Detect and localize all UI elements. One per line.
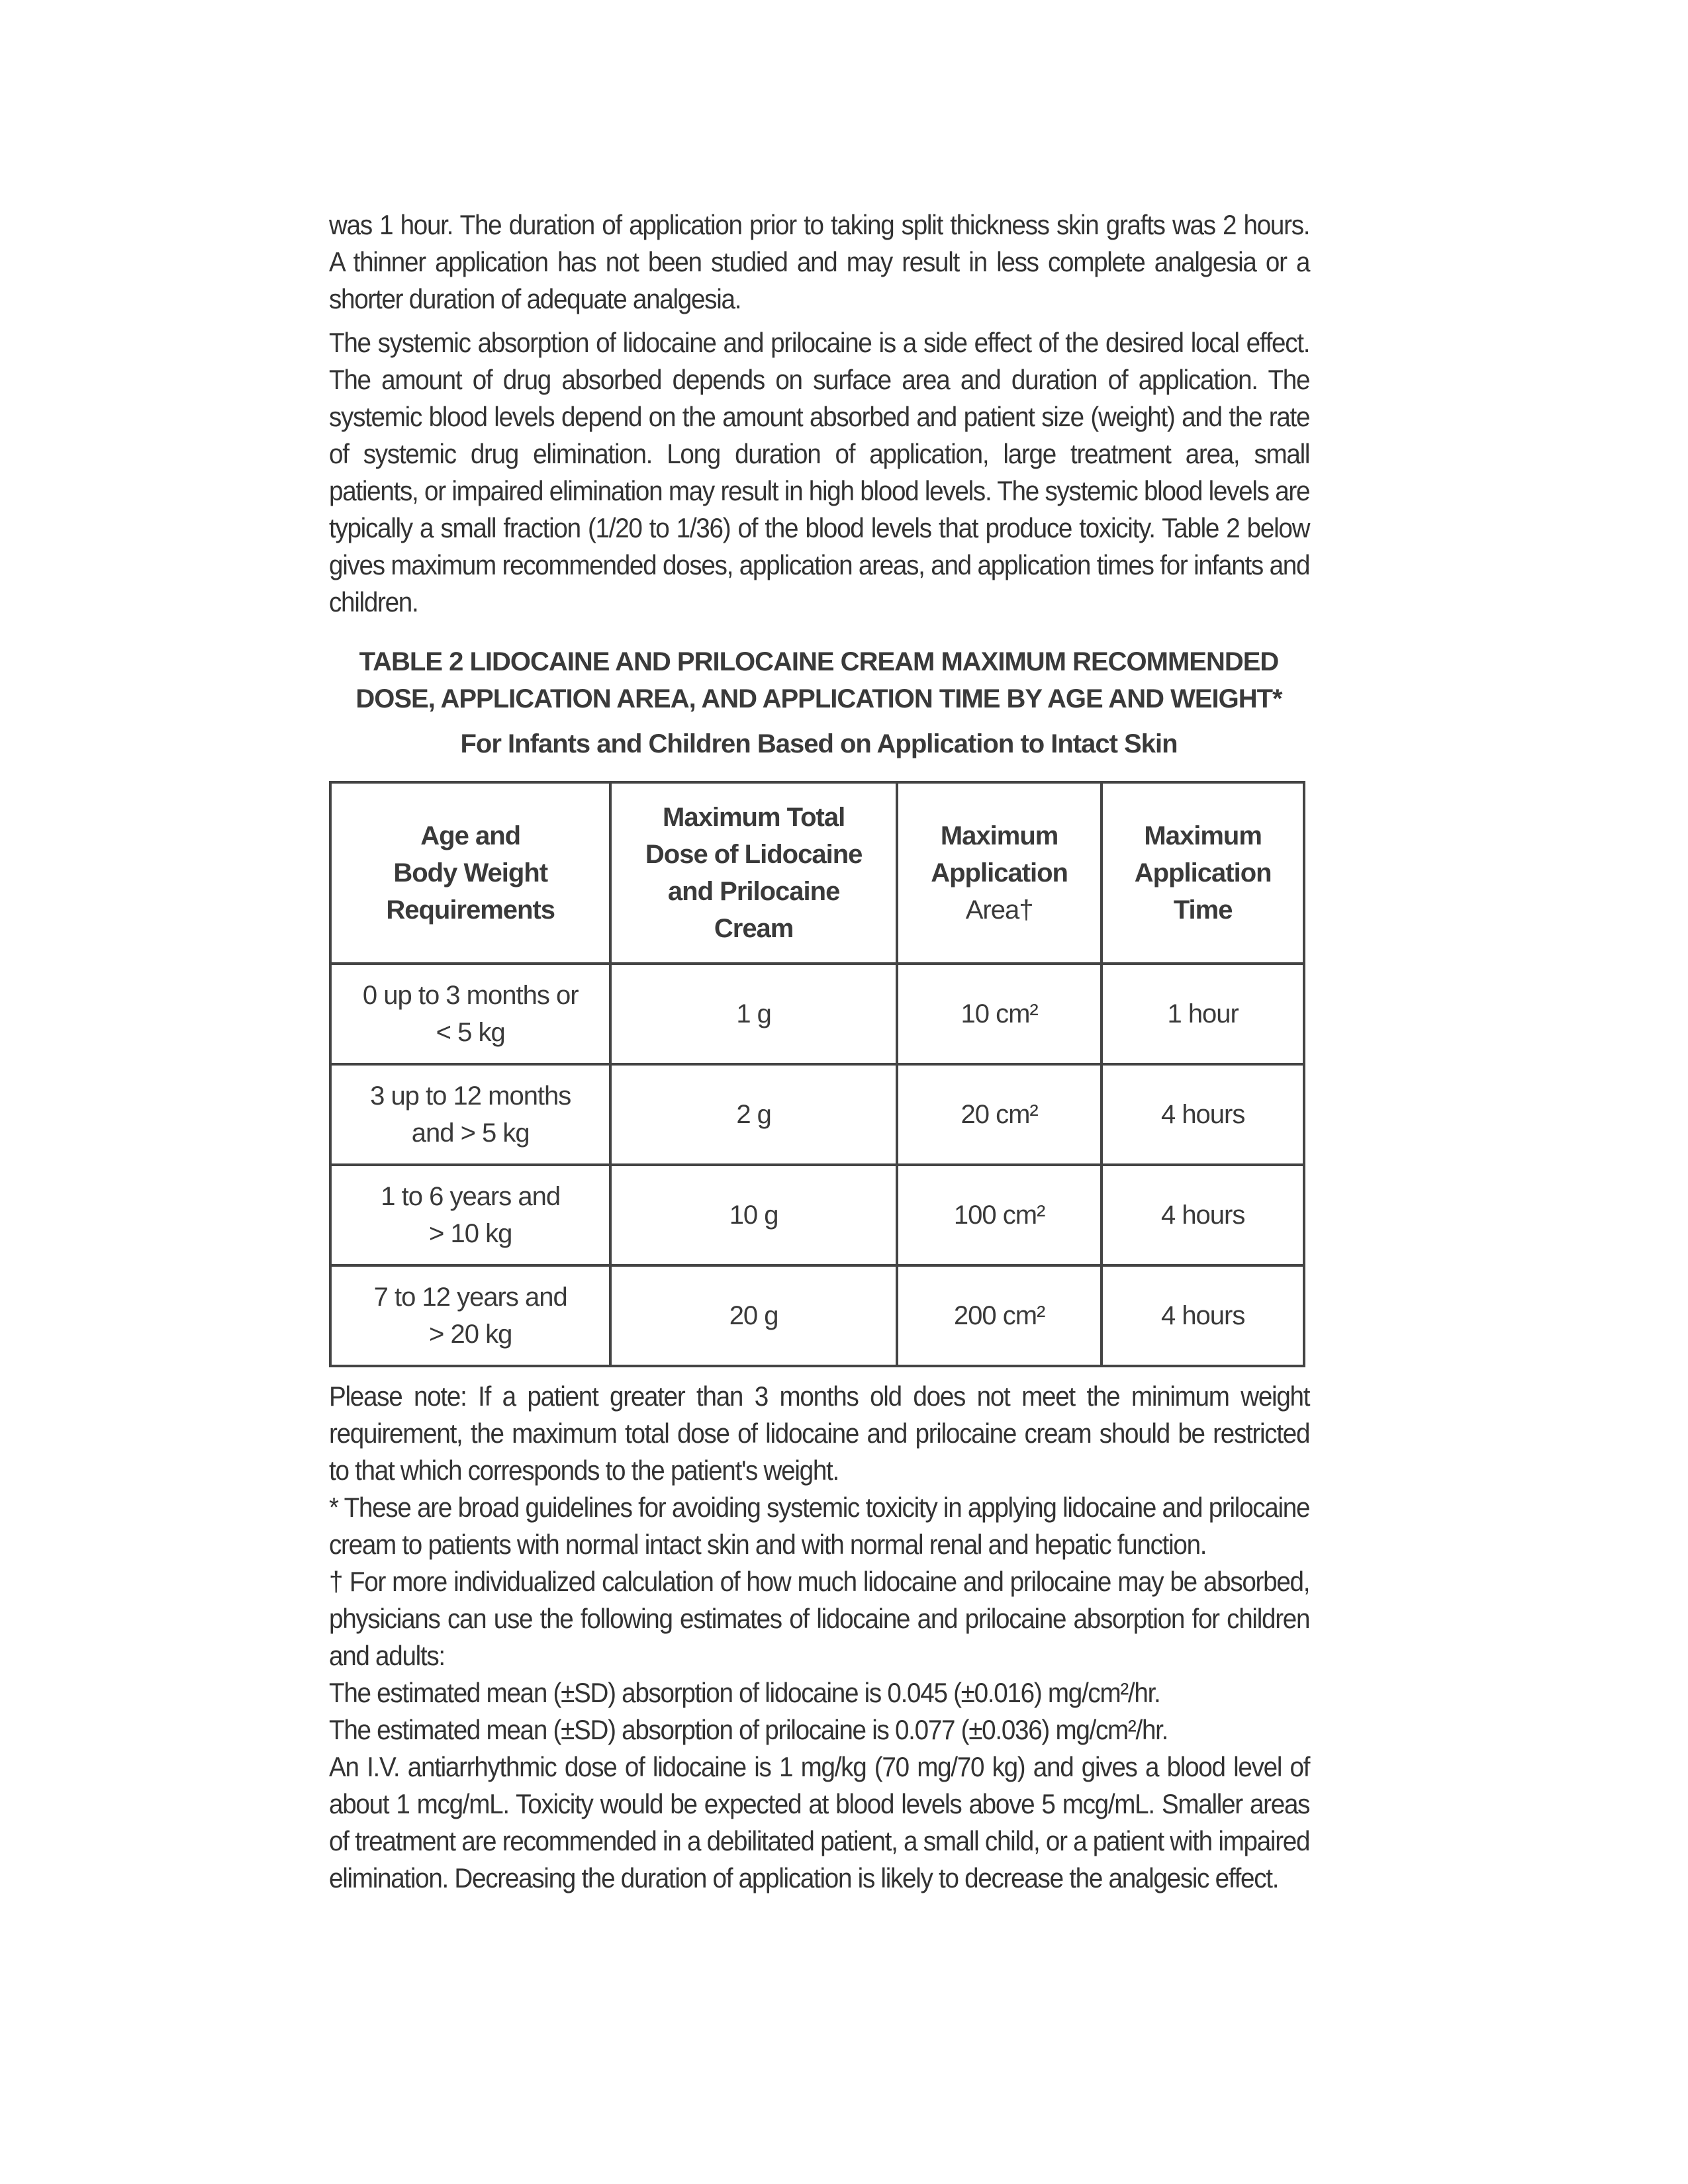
dose-table (329, 781, 1305, 1367)
cell-area: 10 cm² (897, 964, 1102, 1064)
header-max-time: Maximum Application Time (1102, 782, 1304, 964)
cell-time: 4 hours (1102, 1165, 1304, 1265)
cell-area: 20 cm² (897, 1064, 1102, 1165)
cell-area: 100 cm² (897, 1165, 1102, 1265)
cell-dose: 2 g (610, 1064, 897, 1165)
cell-dose: 10 g (610, 1165, 897, 1265)
intro-paragraph-1: was 1 hour. The duration of application prior to taking split thickness skin grafts was 2 hours. A thinner application has not been studied and may result in less complete analgesia or a shorter duration of adequate analgesia. (329, 209, 1310, 314)
table-title (329, 643, 1309, 717)
note-prilocaine-absorption: The estimated mean (±SD) absorption of prilocaine is 0.077 (±0.036) mg/cm²/hr. (329, 1714, 1168, 1745)
document-page (329, 206, 1309, 1897)
cell-age-weight: 1 to 6 years and > 10 kg (330, 1165, 610, 1265)
table-title-line-1: TABLE 2 LIDOCAINE AND PRILOCAINE CREAM MAXIMUM RECOMMENDED (359, 647, 1279, 676)
cell-age-weight: 3 up to 12 months and > 5 kg (330, 1064, 610, 1165)
note-iv-dose: An I.V. antiarrhythmic dose of lidocaine is 1 mg/kg (70 mg/70 kg) and gives a blood level of about 1 mcg/mL. Toxicity would be expected at blood levels above 5 mcg/mL. Smaller areas of treatment are recommended in a debilitated patient, a small child, or a patient with impaired elimination. Decreasing the duration of application is likely to decrease the analgesic effect. (329, 1751, 1310, 1893)
table-notes (329, 1378, 1309, 1897)
cell-time: 1 hour (1102, 964, 1304, 1064)
table-header-row (330, 782, 1304, 964)
header-age-weight: Age and Body Weight Requirements (330, 782, 610, 964)
table-row (330, 1064, 1304, 1165)
note-lidocaine-absorption: The estimated mean (±SD) absorption of lidocaine is 0.045 (±0.016) mg/cm²/hr. (329, 1677, 1160, 1708)
cell-dose: 1 g (610, 964, 897, 1064)
header-max-area: Maximum Application Area† (897, 782, 1102, 964)
cell-age-weight: 7 to 12 years and > 20 kg (330, 1265, 610, 1366)
cell-dose: 20 g (610, 1265, 897, 1366)
cell-area: 200 cm² (897, 1265, 1102, 1366)
table-row (330, 964, 1304, 1064)
cell-time: 4 hours (1102, 1265, 1304, 1366)
table-title-line-2: DOSE, APPLICATION AREA, AND APPLICATION TIME BY AGE AND WEIGHT* (355, 684, 1282, 713)
cell-age-weight: 0 up to 3 months or < 5 kg (330, 964, 610, 1064)
note-dagger: † For more individualized calculation of how much lidocaine and prilocaine may be absorbed, physicians can use the following estimates of lidocaine and prilocaine absorption for children and adults: (329, 1566, 1310, 1671)
table-subtitle: For Infants and Children Based on Application to Intact Skin (460, 729, 1178, 758)
intro-paragraph-2: The systemic absorption of lidocaine and prilocaine is a side effect of the desired local effect. The amount of drug absorbed depends on surface area and duration of application. The systemic blood levels depend on the amount absorbed and patient size (weight) and the rate of systemic drug elimination. Long duration of application, large treatment area, small patients, or impaired elimination may result in high blood levels. The systemic blood levels are typically a small fraction (1/20 to 1/36) of the blood levels that produce toxicity. Table 2 below gives maximum recommended doses, application areas, and application times for infants and children. (329, 327, 1310, 617)
table-row (330, 1165, 1304, 1265)
table-row (330, 1265, 1304, 1366)
header-max-dose: Maximum Total Dose of Lidocaine and Prilocaine Cream (610, 782, 897, 964)
cell-time: 4 hours (1102, 1064, 1304, 1165)
note-asterisk: * These are broad guidelines for avoiding systemic toxicity in applying lidocaine and prilocaine cream to patients with normal intact skin and with normal renal and hepatic function. (329, 1492, 1310, 1560)
note-weight: Please note: If a patient greater than 3 months old does not meet the minimum weight requirement, the maximum total dose of lidocaine and prilocaine cream should be restricted to that which corresponds to the patient's weight. (329, 1381, 1310, 1486)
